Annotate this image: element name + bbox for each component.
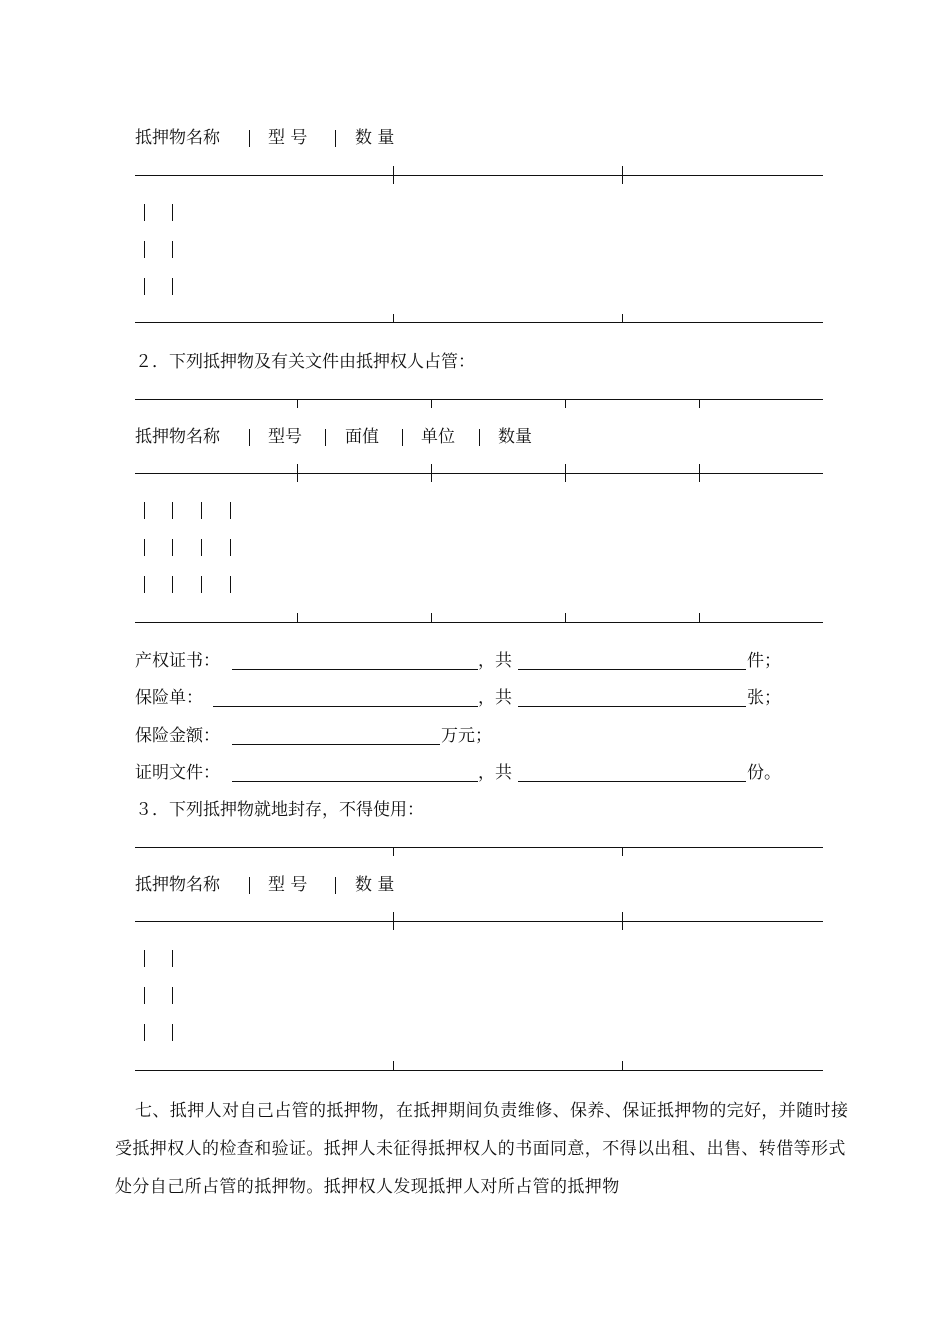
row-pipe (144, 539, 145, 556)
table2-header-model: 型号 (268, 427, 302, 447)
row-pipe (144, 1024, 145, 1041)
column-tick (622, 314, 623, 323)
clause7-paragraph: 七、抵押人对自己占管的抵押物，在抵押期间负责维修、保养、保证抵押物的完好，并随时接受抵押权人的检查和验证。抵押人未征得抵押权人的书面同意，不得以出租、出售、转借等形式处分自己所占管的抵押物。抵押权人发现抵押人对所占管的抵押物 (115, 1101, 849, 1197)
row-pipe (230, 539, 231, 556)
column-separator (479, 429, 480, 446)
row-pipe (144, 278, 145, 295)
column-tick (565, 464, 566, 482)
column-separator (402, 429, 403, 446)
table2-header-name: 抵押物名称 (135, 427, 220, 447)
amount-blank[interactable] (232, 744, 440, 745)
column-tick (622, 1061, 623, 1070)
column-tick (393, 314, 394, 323)
field-policy-unit: 张； (747, 688, 781, 708)
row-pipe (144, 241, 145, 258)
column-tick (699, 464, 700, 482)
table1-header-model: 型 号 (268, 128, 308, 148)
column-tick (565, 399, 566, 408)
field-certificate-label: 产权证书： (135, 651, 220, 671)
row-pipe (172, 539, 173, 556)
table1-bottom-rule (135, 322, 823, 323)
table2-bottom-rule (135, 622, 823, 623)
proof-blank[interactable] (232, 781, 478, 782)
table3-top-rule (135, 847, 823, 848)
row-pipe (172, 502, 173, 519)
column-tick (393, 166, 394, 184)
row-pipe (230, 576, 231, 593)
column-tick (699, 399, 700, 408)
field-proof-mid: ，共 (478, 763, 512, 783)
row-pipe (144, 987, 145, 1004)
row-pipe (144, 950, 145, 967)
column-tick (431, 464, 432, 482)
row-pipe (230, 502, 231, 519)
column-tick (431, 399, 432, 408)
item2-heading: ２．下列抵押物及有关文件由抵押权人占管： (135, 352, 475, 372)
row-pipe (201, 539, 202, 556)
field-certificate-mid: ，共 (478, 651, 512, 671)
field-policy-label: 保险单： (135, 688, 203, 708)
table2-header-rule (135, 473, 823, 474)
field-amount-unit: 万元； (441, 726, 492, 746)
column-tick (622, 166, 623, 184)
policy-count-blank[interactable] (518, 706, 746, 707)
table2-header-unit: 单位 (421, 427, 455, 447)
column-tick (699, 613, 700, 622)
row-pipe (144, 502, 145, 519)
table3-header-rule (135, 921, 823, 922)
column-tick (297, 613, 298, 622)
row-pipe (172, 950, 173, 967)
field-proof-label: 证明文件： (135, 763, 220, 783)
field-amount-label: 保险金额： (135, 726, 220, 746)
row-pipe (144, 204, 145, 221)
table3-bottom-rule (135, 1070, 823, 1071)
table2-top-rule (135, 399, 823, 400)
table1-header-name: 抵押物名称 (135, 128, 220, 148)
row-pipe (144, 576, 145, 593)
table3-header-quantity: 数 量 (355, 875, 395, 895)
column-tick (393, 912, 394, 930)
column-separator (249, 130, 250, 147)
field-policy-mid: ，共 (478, 688, 512, 708)
row-pipe (172, 576, 173, 593)
column-tick (622, 847, 623, 856)
column-separator (249, 429, 250, 446)
row-pipe (172, 278, 173, 295)
certificate-blank[interactable] (232, 669, 478, 670)
certificate-count-blank[interactable] (518, 669, 746, 670)
table1-header-quantity: 数 量 (355, 128, 395, 148)
table3-header-name: 抵押物名称 (135, 875, 220, 895)
column-separator (325, 429, 326, 446)
proof-count-blank[interactable] (518, 781, 746, 782)
column-tick (297, 464, 298, 482)
row-pipe (201, 502, 202, 519)
column-separator (335, 130, 336, 147)
column-separator (249, 877, 250, 894)
row-pipe (172, 241, 173, 258)
column-tick (393, 847, 394, 856)
item3-heading: ３．下列抵押物就地封存，不得使用： (135, 800, 424, 820)
policy-blank[interactable] (213, 706, 478, 707)
column-tick (565, 613, 566, 622)
row-pipe (172, 987, 173, 1004)
table2-header-quantity: 数量 (498, 427, 532, 447)
column-tick (297, 399, 298, 408)
row-pipe (172, 1024, 173, 1041)
row-pipe (172, 204, 173, 221)
table3-header-model: 型 号 (268, 875, 308, 895)
table2-header-face-value: 面值 (345, 427, 379, 447)
table1-header-rule (135, 175, 823, 176)
column-tick (622, 912, 623, 930)
column-tick (393, 1061, 394, 1070)
row-pipe (201, 576, 202, 593)
column-separator (335, 877, 336, 894)
column-tick (431, 613, 432, 622)
field-proof-unit: 份。 (747, 763, 781, 783)
field-certificate-unit: 件； (747, 651, 781, 671)
